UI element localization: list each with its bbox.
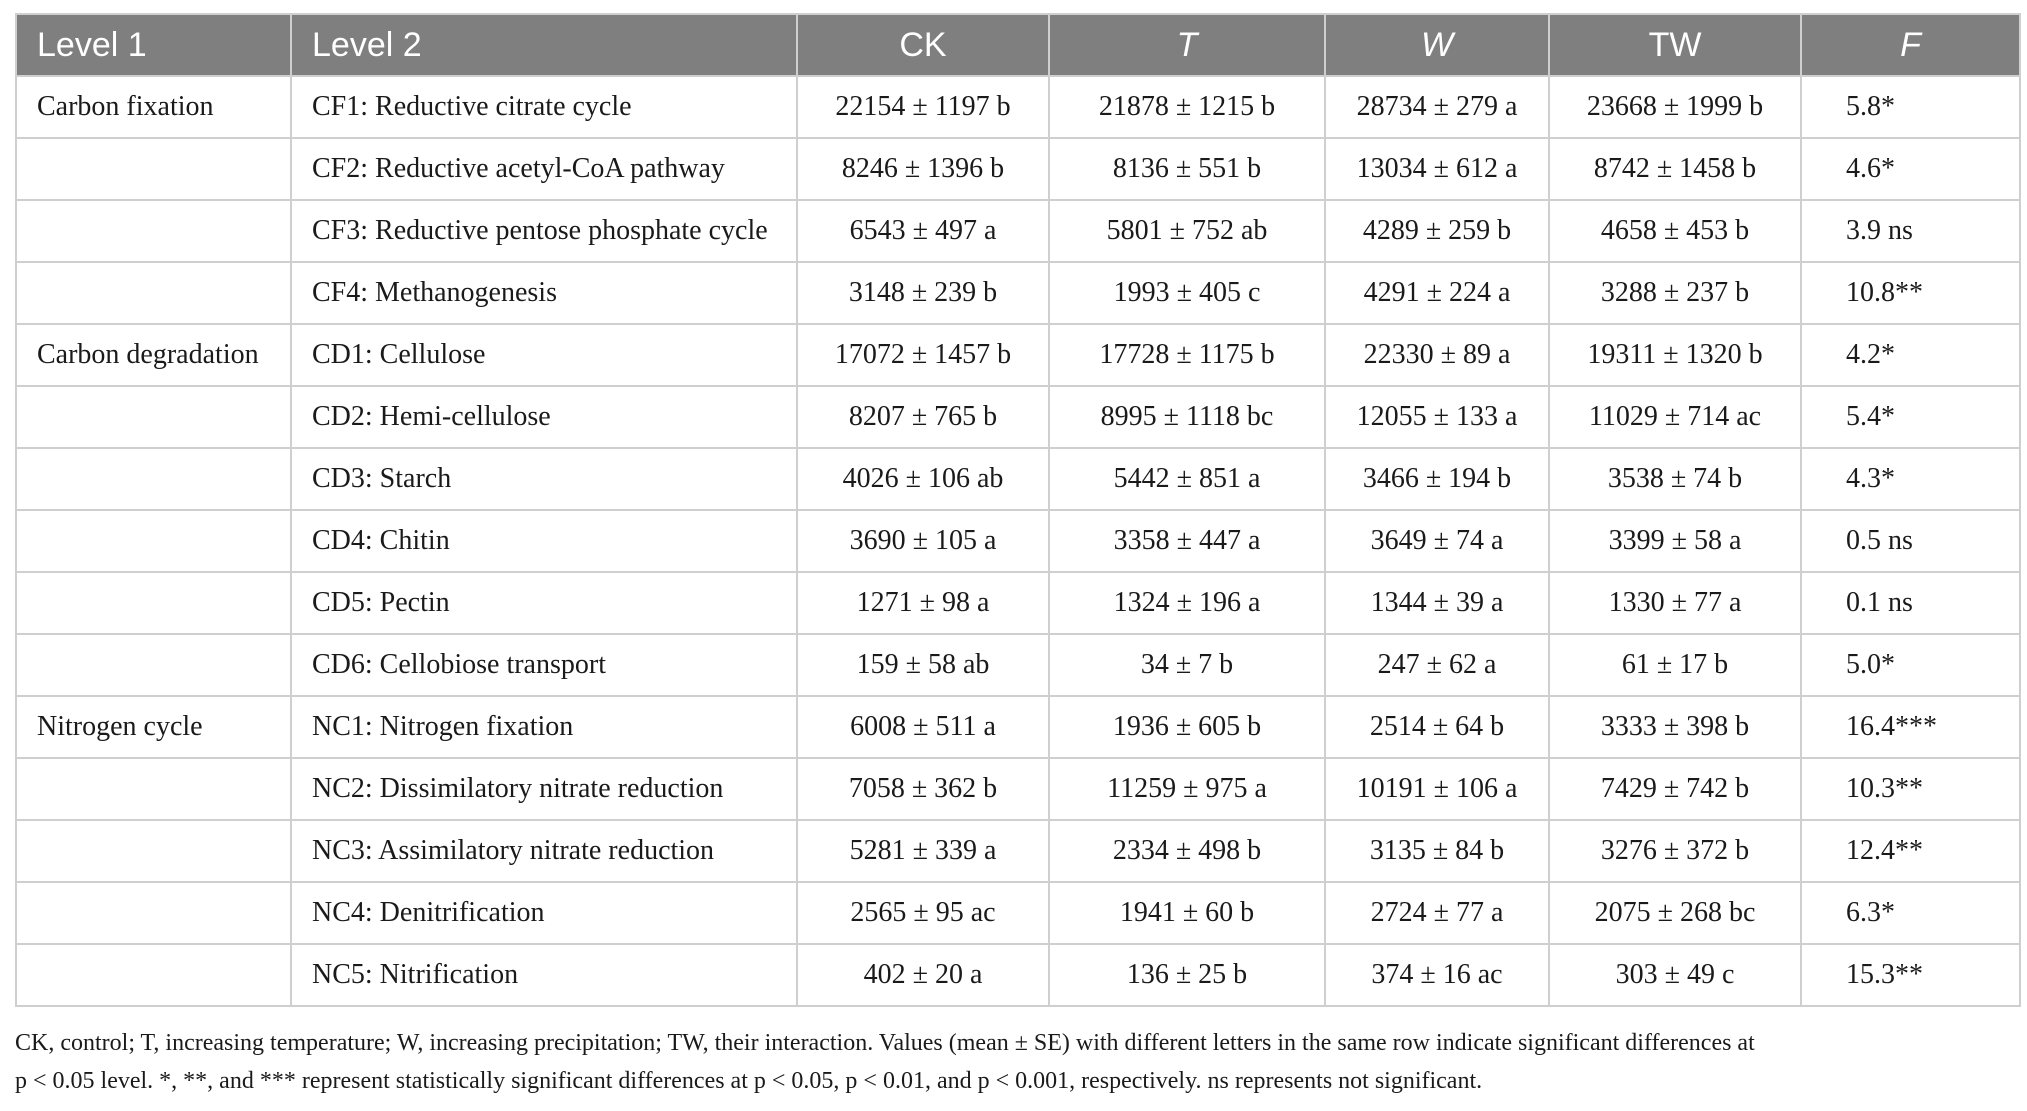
cell-ck: 1271 ± 98 a	[797, 572, 1049, 634]
table-row	[16, 572, 2020, 634]
cell-ck: 2565 ± 95 ac	[797, 882, 1049, 944]
cell-level2: CF4: Methanogenesis	[291, 262, 797, 324]
cell-w: 3649 ± 74 a	[1325, 510, 1549, 572]
cell-level1	[16, 510, 291, 572]
header-row	[16, 14, 2020, 76]
header-level2: Level 2	[291, 14, 797, 76]
cell-f: 5.4*	[1801, 386, 2020, 448]
cell-level2: CD6: Cellobiose transport	[291, 634, 797, 696]
cell-ck: 159 ± 58 ab	[797, 634, 1049, 696]
cell-level2: CF1: Reductive citrate cycle	[291, 76, 797, 138]
cell-level1	[16, 944, 291, 1006]
cell-w: 4289 ± 259 b	[1325, 200, 1549, 262]
cell-t: 21878 ± 1215 b	[1049, 76, 1325, 138]
cell-ck: 3690 ± 105 a	[797, 510, 1049, 572]
cell-w: 22330 ± 89 a	[1325, 324, 1549, 386]
cell-level2: CF2: Reductive acetyl-CoA pathway	[291, 138, 797, 200]
table-body	[16, 76, 2020, 1006]
cell-f: 10.8**	[1801, 262, 2020, 324]
table-row	[16, 758, 2020, 820]
cell-t: 11259 ± 975 a	[1049, 758, 1325, 820]
cell-level2: CD1: Cellulose	[291, 324, 797, 386]
cell-level1: Carbon fixation	[16, 76, 291, 138]
cell-level1	[16, 200, 291, 262]
cell-w: 12055 ± 133 a	[1325, 386, 1549, 448]
cell-tw: 11029 ± 714 ac	[1549, 386, 1801, 448]
cell-tw: 303 ± 49 c	[1549, 944, 1801, 1006]
cell-t: 8995 ± 1118 bc	[1049, 386, 1325, 448]
cell-level1	[16, 820, 291, 882]
cell-f: 5.0*	[1801, 634, 2020, 696]
cell-w: 13034 ± 612 a	[1325, 138, 1549, 200]
cell-tw: 3399 ± 58 a	[1549, 510, 1801, 572]
cell-tw: 7429 ± 742 b	[1549, 758, 1801, 820]
cell-t: 8136 ± 551 b	[1049, 138, 1325, 200]
cell-ck: 402 ± 20 a	[797, 944, 1049, 1006]
cell-level1	[16, 634, 291, 696]
cell-w: 2724 ± 77 a	[1325, 882, 1549, 944]
cell-t: 2334 ± 498 b	[1049, 820, 1325, 882]
table-footnote	[15, 1024, 2019, 1100]
cell-f: 16.4***	[1801, 696, 2020, 758]
cell-ck: 5281 ± 339 a	[797, 820, 1049, 882]
cell-tw: 2075 ± 268 bc	[1549, 882, 1801, 944]
header-tw: TW	[1549, 14, 1801, 76]
cell-f: 0.1 ns	[1801, 572, 2020, 634]
cell-level1	[16, 262, 291, 324]
cell-w: 247 ± 62 a	[1325, 634, 1549, 696]
cell-t: 3358 ± 447 a	[1049, 510, 1325, 572]
cell-w: 3466 ± 194 b	[1325, 448, 1549, 510]
table-row	[16, 634, 2020, 696]
cell-w: 4291 ± 224 a	[1325, 262, 1549, 324]
cell-w: 374 ± 16 ac	[1325, 944, 1549, 1006]
results-table	[15, 13, 2021, 1007]
header-f: F	[1801, 14, 2020, 76]
cell-t: 5442 ± 851 a	[1049, 448, 1325, 510]
results-table-container	[15, 13, 2019, 1007]
cell-level2: NC3: Assimilatory nitrate reduction	[291, 820, 797, 882]
cell-t: 136 ± 25 b	[1049, 944, 1325, 1006]
cell-t: 1324 ± 196 a	[1049, 572, 1325, 634]
cell-ck: 3148 ± 239 b	[797, 262, 1049, 324]
cell-f: 4.3*	[1801, 448, 2020, 510]
cell-f: 12.4**	[1801, 820, 2020, 882]
cell-w: 10191 ± 106 a	[1325, 758, 1549, 820]
cell-f: 4.6*	[1801, 138, 2020, 200]
table-row	[16, 882, 2020, 944]
cell-tw: 8742 ± 1458 b	[1549, 138, 1801, 200]
cell-ck: 17072 ± 1457 b	[797, 324, 1049, 386]
cell-t: 1936 ± 605 b	[1049, 696, 1325, 758]
cell-w: 1344 ± 39 a	[1325, 572, 1549, 634]
table-row	[16, 138, 2020, 200]
cell-level1	[16, 138, 291, 200]
cell-level1	[16, 572, 291, 634]
footnote-line-1: CK, control; T, increasing temperature; W, increasing precipitation; TW, their interaction. Values (mean ± SE) with different letters in the same row indicate significant differences at	[15, 1030, 1755, 1056]
table-row	[16, 510, 2020, 572]
cell-level1	[16, 386, 291, 448]
cell-f: 10.3**	[1801, 758, 2020, 820]
cell-tw: 3538 ± 74 b	[1549, 448, 1801, 510]
cell-w: 3135 ± 84 b	[1325, 820, 1549, 882]
cell-level2: NC1: Nitrogen fixation	[291, 696, 797, 758]
table-row	[16, 324, 2020, 386]
cell-ck: 4026 ± 106 ab	[797, 448, 1049, 510]
cell-t: 17728 ± 1175 b	[1049, 324, 1325, 386]
header-t: T	[1049, 14, 1325, 76]
cell-tw: 3333 ± 398 b	[1549, 696, 1801, 758]
cell-level1: Nitrogen cycle	[16, 696, 291, 758]
cell-level2: CD4: Chitin	[291, 510, 797, 572]
cell-f: 4.2*	[1801, 324, 2020, 386]
cell-tw: 3276 ± 372 b	[1549, 820, 1801, 882]
table-row	[16, 820, 2020, 882]
cell-level2: CD5: Pectin	[291, 572, 797, 634]
cell-tw: 1330 ± 77 a	[1549, 572, 1801, 634]
cell-level1	[16, 448, 291, 510]
cell-ck: 7058 ± 362 b	[797, 758, 1049, 820]
cell-w: 28734 ± 279 a	[1325, 76, 1549, 138]
header-ck: CK	[797, 14, 1049, 76]
table-row	[16, 262, 2020, 324]
cell-ck: 6008 ± 511 a	[797, 696, 1049, 758]
table-row	[16, 76, 2020, 138]
table-row	[16, 944, 2020, 1006]
cell-level2: CD3: Starch	[291, 448, 797, 510]
cell-level1: Carbon degradation	[16, 324, 291, 386]
cell-f: 5.8*	[1801, 76, 2020, 138]
cell-f: 6.3*	[1801, 882, 2020, 944]
cell-ck: 8207 ± 765 b	[797, 386, 1049, 448]
header-level1: Level 1	[16, 14, 291, 76]
cell-t: 5801 ± 752 ab	[1049, 200, 1325, 262]
table-row	[16, 448, 2020, 510]
cell-ck: 6543 ± 497 a	[797, 200, 1049, 262]
cell-ck: 8246 ± 1396 b	[797, 138, 1049, 200]
cell-t: 34 ± 7 b	[1049, 634, 1325, 696]
table-row	[16, 696, 2020, 758]
cell-tw: 19311 ± 1320 b	[1549, 324, 1801, 386]
cell-w: 2514 ± 64 b	[1325, 696, 1549, 758]
footnote-line-2: p < 0.05 level. *, **, and *** represent statistically significant differences at p < 0.05, p < 0.01, and p < 0.001, respectively. ns represents not significant.	[15, 1068, 1483, 1094]
table-row	[16, 386, 2020, 448]
cell-tw: 61 ± 17 b	[1549, 634, 1801, 696]
cell-tw: 3288 ± 237 b	[1549, 262, 1801, 324]
cell-tw: 4658 ± 453 b	[1549, 200, 1801, 262]
cell-level1	[16, 882, 291, 944]
cell-t: 1993 ± 405 c	[1049, 262, 1325, 324]
cell-level2: NC4: Denitrification	[291, 882, 797, 944]
cell-level1	[16, 758, 291, 820]
cell-f: 15.3**	[1801, 944, 2020, 1006]
cell-f: 0.5 ns	[1801, 510, 2020, 572]
cell-t: 1941 ± 60 b	[1049, 882, 1325, 944]
table-row	[16, 200, 2020, 262]
cell-level2: CF3: Reductive pentose phosphate cycle	[291, 200, 797, 262]
cell-ck: 22154 ± 1197 b	[797, 76, 1049, 138]
cell-level2: NC2: Dissimilatory nitrate reduction	[291, 758, 797, 820]
cell-level2: CD2: Hemi-cellulose	[291, 386, 797, 448]
header-w: W	[1325, 14, 1549, 76]
cell-tw: 23668 ± 1999 b	[1549, 76, 1801, 138]
cell-level2: NC5: Nitrification	[291, 944, 797, 1006]
cell-f: 3.9 ns	[1801, 200, 2020, 262]
